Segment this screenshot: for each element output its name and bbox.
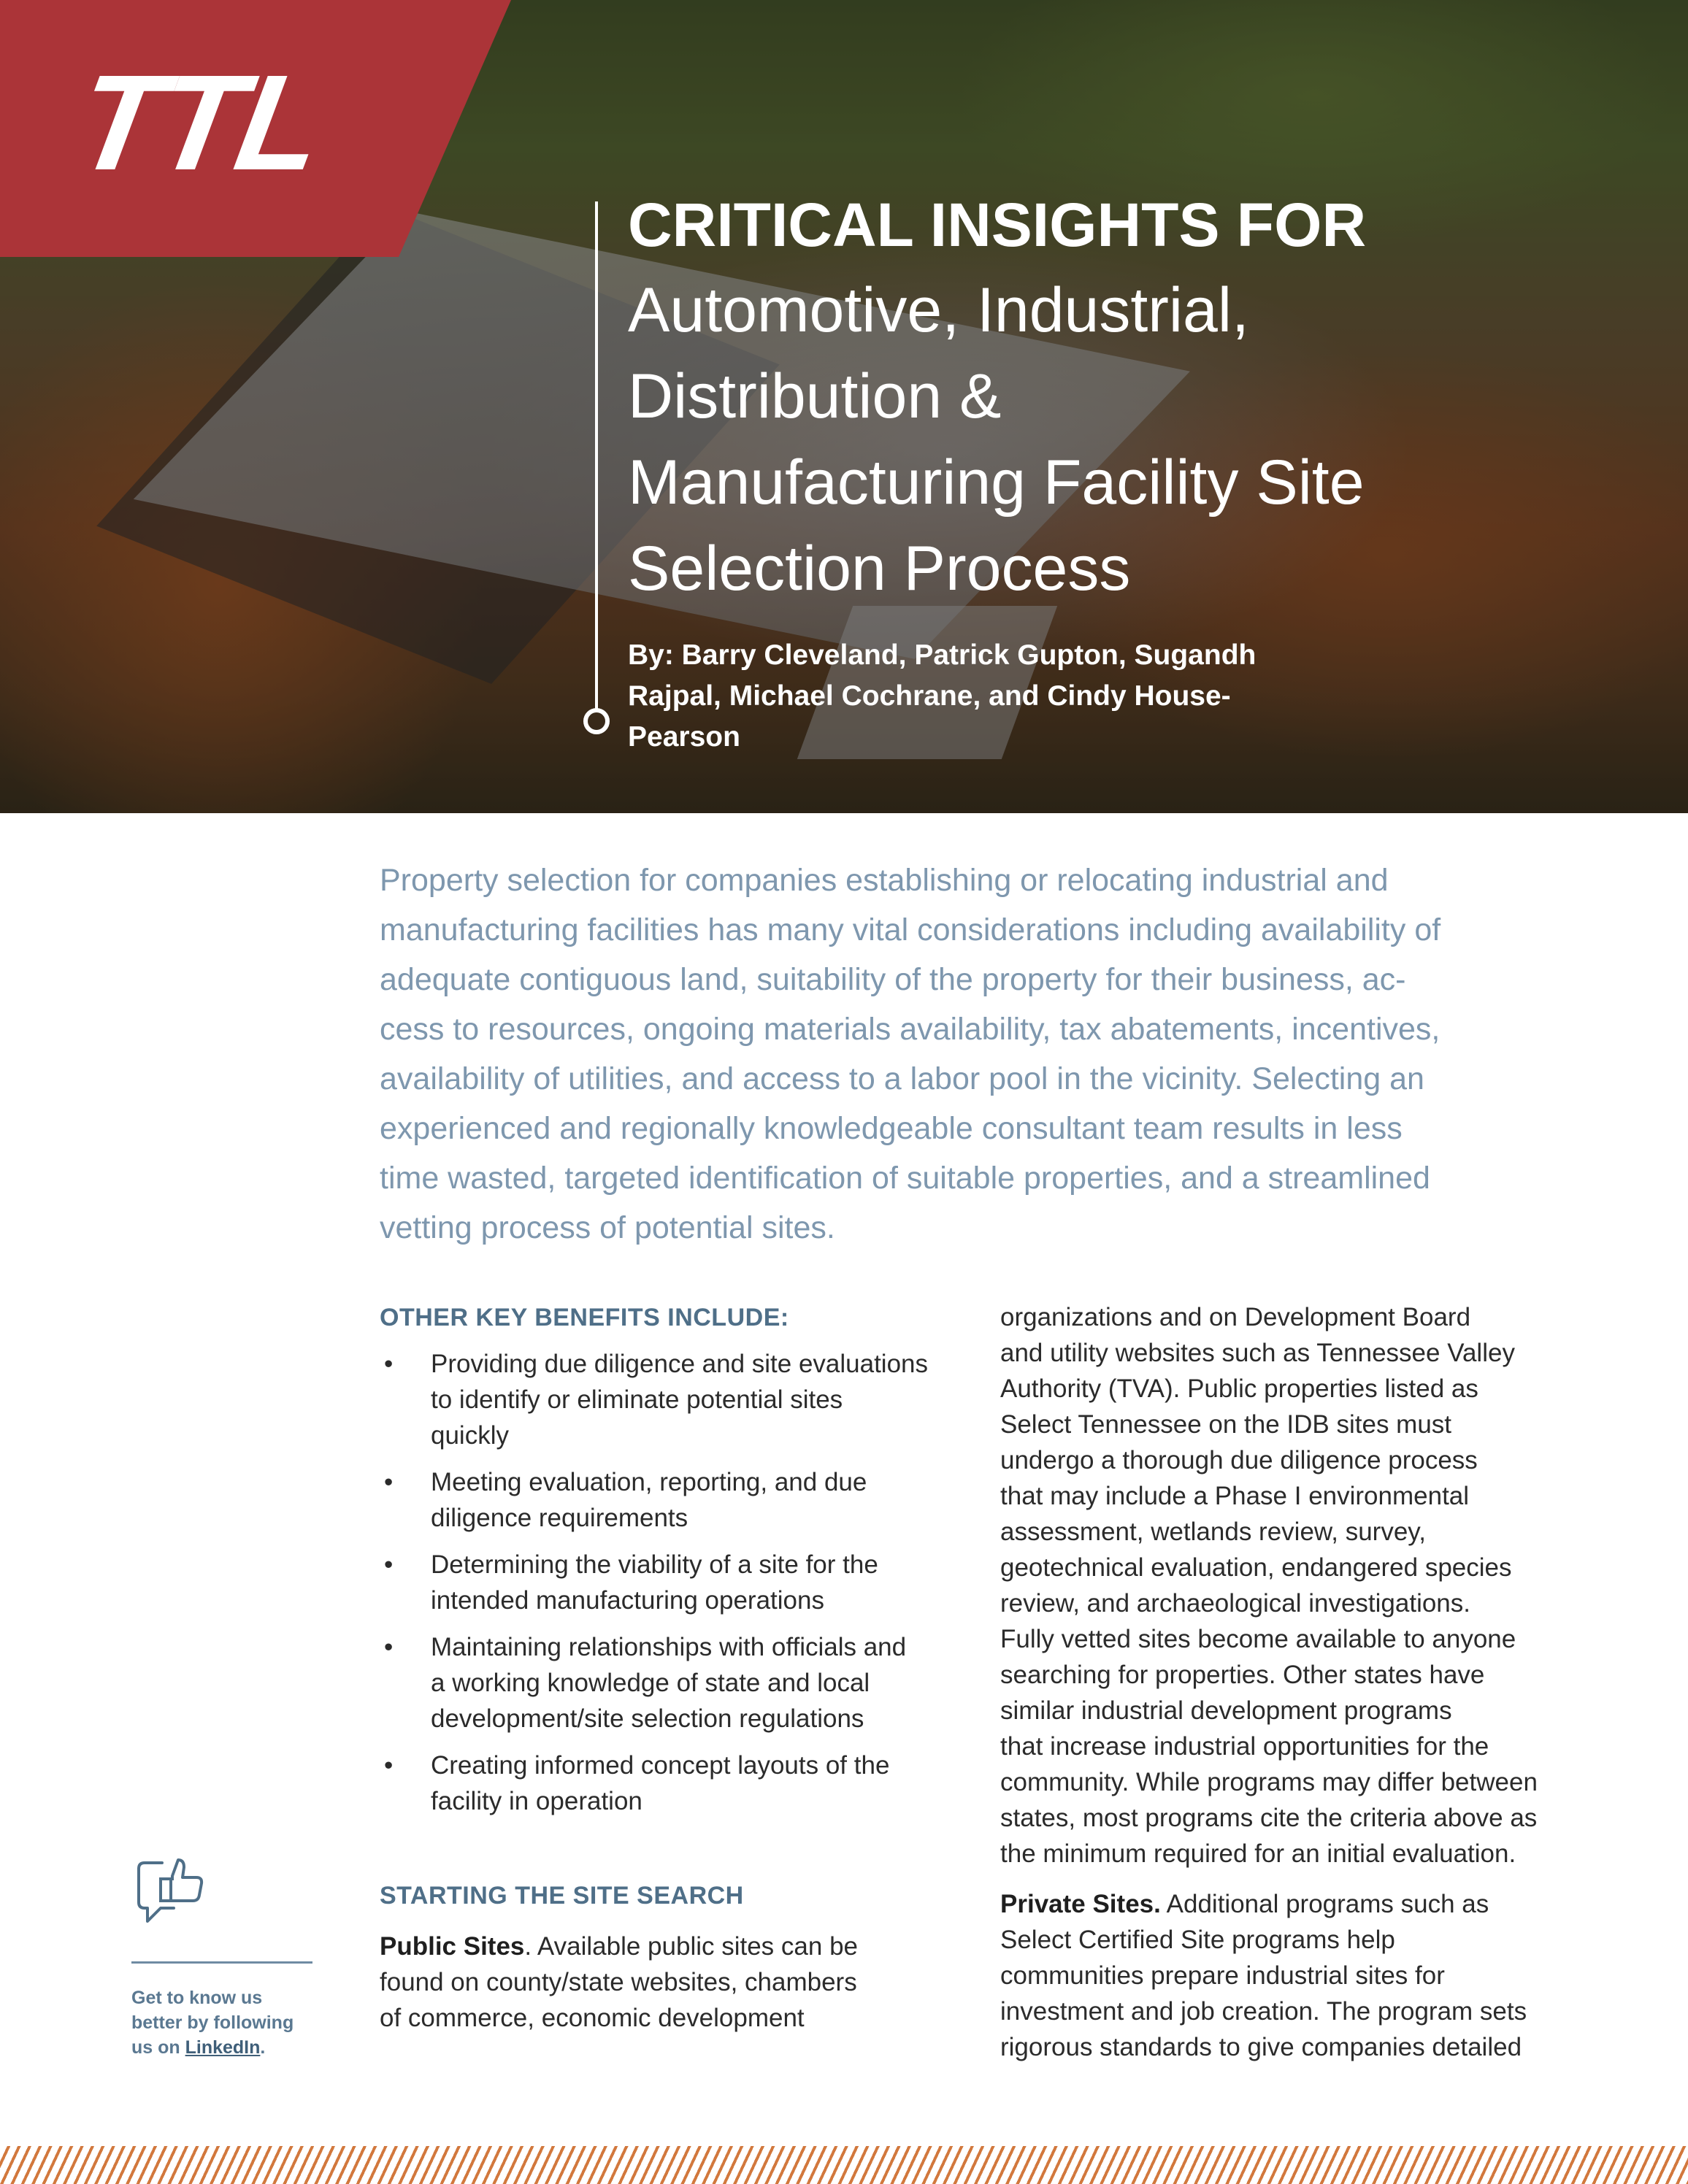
benefit-line: development/site selection regulations	[431, 1704, 864, 1733]
private-sites-label: Private Sites.	[1000, 1890, 1161, 1918]
benefit-line: Creating informed concept layouts of the	[431, 1751, 890, 1780]
lead-line: time wasted, targeted identification of suitable properties, and a streamlined	[380, 1161, 1430, 1196]
bullet-icon: •	[384, 1633, 394, 1661]
body-line: the minimum required for an initial evaluation.	[1000, 1839, 1516, 1868]
body-line: Select Certified Site programs help	[1000, 1926, 1395, 1954]
public-sites-line: of commerce, economic development	[380, 2004, 805, 2032]
cta-line: better by following	[131, 2012, 294, 2033]
body-line: investment and job creation. The program sets	[1000, 1997, 1527, 2026]
bullet-icon: •	[384, 1550, 394, 1579]
benefit-item	[380, 1547, 942, 1618]
benefit-item	[380, 1629, 942, 1737]
public-sites-paragraph	[380, 1929, 942, 2036]
linkedin-cta	[131, 1985, 314, 2060]
lead-line: experienced and regionally knowledgeable consultant team results in less	[380, 1111, 1403, 1146]
benefit-item	[380, 1464, 942, 1536]
body-line: states, most programs cite the criteria above as	[1000, 1804, 1538, 1832]
benefits-list	[380, 1346, 942, 1819]
body-line: communities prepare industrial sites for	[1000, 1961, 1445, 1990]
authors-byline	[628, 635, 1402, 758]
body-line: similar industrial development programs	[1000, 1696, 1452, 1725]
bullet-icon: •	[384, 1468, 394, 1496]
title-accent-line	[595, 201, 598, 712]
benefit-line: Maintaining relationships with officials and	[431, 1633, 907, 1661]
lead-line: availability of utilities, and access to a labor pool in the vicinity. Selecting an	[380, 1061, 1424, 1096]
body-line: searching for properties. Other states have	[1000, 1661, 1485, 1689]
title-accent-dot	[583, 708, 610, 734]
body-line: that increase industrial opportunities for the	[1000, 1732, 1489, 1761]
right-column	[1000, 1299, 1570, 2065]
benefit-line: quickly	[431, 1421, 509, 1450]
body-line: and utility websites such as Tennessee Valley	[1000, 1339, 1515, 1367]
benefit-line: facility in operation	[431, 1787, 642, 1815]
body-line: Select Tennessee on the IDB sites must	[1000, 1410, 1452, 1439]
hero-subtitle-line: Distribution &	[628, 361, 1002, 431]
benefit-line: Meeting evaluation, reporting, and due	[431, 1468, 867, 1496]
body-line: rigorous standards to give companies detailed	[1000, 2033, 1522, 2061]
public-sites-continued	[1000, 1299, 1570, 1872]
benefit-line: to identify or eliminate potential sites	[431, 1385, 843, 1414]
footer-stripe-band	[0, 2146, 1688, 2184]
body-line: Authority (TVA). Public properties listed as	[1000, 1374, 1478, 1403]
linkedin-sidebar	[131, 1854, 314, 2060]
hero-subtitle	[628, 267, 1577, 612]
cta-line: us on	[131, 2037, 185, 2058]
lead-line: cess to resources, ongoing materials availability, tax abatements, incentives,	[380, 1012, 1440, 1047]
lead-line: vetting process of potential sites.	[380, 1210, 835, 1245]
benefit-line: diligence requirements	[431, 1504, 688, 1532]
ttl-logo: TTL	[65, 47, 333, 199]
hero-kicker: CRITICAL INSIGHTS FOR	[628, 191, 1367, 259]
hero-subtitle-line: Manufacturing Facility Site	[628, 447, 1365, 518]
site-search-heading: STARTING THE SITE SEARCH	[380, 1882, 744, 1910]
bullet-icon: •	[384, 1350, 394, 1378]
lead-line: adequate contiguous land, suitability of the property for their business, ac-	[380, 962, 1406, 997]
body-line: community. While programs may differ between	[1000, 1768, 1538, 1796]
public-sites-text: . Available public sites can be	[524, 1932, 858, 1961]
hero-banner	[0, 0, 1688, 813]
linkedin-link[interactable]: LinkedIn	[185, 2037, 261, 2058]
cta-line: Get to know us	[131, 1988, 263, 2008]
body-line: Fully vetted sites become available to anyone	[1000, 1625, 1516, 1653]
hero-subtitle-line: Automotive, Industrial,	[628, 275, 1249, 345]
body-line: undergo a thorough due diligence process	[1000, 1446, 1478, 1474]
authors-line: Pearson	[628, 721, 740, 753]
authors-line: Rajpal, Michael Cochrane, and Cindy House-	[628, 680, 1231, 712]
body-line: geotechnical evaluation, endangered species	[1000, 1553, 1512, 1582]
body-line: that may include a Phase I environmental	[1000, 1482, 1470, 1510]
benefit-line: Determining the viability of a site for the	[431, 1550, 878, 1579]
body-line: organizations and on Development Board	[1000, 1303, 1471, 1331]
hero-title-block	[628, 188, 1577, 612]
public-sites-line: found on county/state websites, chambers	[380, 1968, 857, 1996]
benefits-heading: OTHER KEY BENEFITS INCLUDE:	[380, 1304, 789, 1331]
sidebar-divider	[131, 1961, 312, 1964]
body-line: assessment, wetlands review, survey,	[1000, 1518, 1426, 1546]
lead-line: manufacturing facilities has many vital considerations including availability of	[380, 912, 1441, 947]
benefit-line: Providing due diligence and site evaluations	[431, 1350, 929, 1378]
lead-line: Property selection for companies establishing or relocating industrial and	[380, 863, 1389, 898]
benefit-item	[380, 1747, 942, 1819]
lead-paragraph	[380, 855, 1562, 1253]
hero-subtitle-line: Selection Process	[628, 534, 1131, 604]
left-column	[380, 1299, 942, 2036]
thumbs-up-chat-icon	[131, 1854, 212, 1934]
bullet-icon: •	[384, 1751, 394, 1780]
benefit-line: a working knowledge of state and local	[431, 1669, 870, 1697]
benefit-line: intended manufacturing operations	[431, 1586, 824, 1615]
cta-period: .	[260, 2037, 266, 2058]
public-sites-label: Public Sites	[380, 1932, 525, 1961]
benefit-item	[380, 1346, 942, 1453]
body-line: review, and archaeological investigations.	[1000, 1589, 1470, 1618]
private-sites-paragraph	[1000, 1886, 1570, 2065]
authors-line: By: Barry Cleveland, Patrick Gupton, Sugandh	[628, 639, 1257, 671]
private-sites-text: Additional programs such as	[1160, 1890, 1489, 1918]
